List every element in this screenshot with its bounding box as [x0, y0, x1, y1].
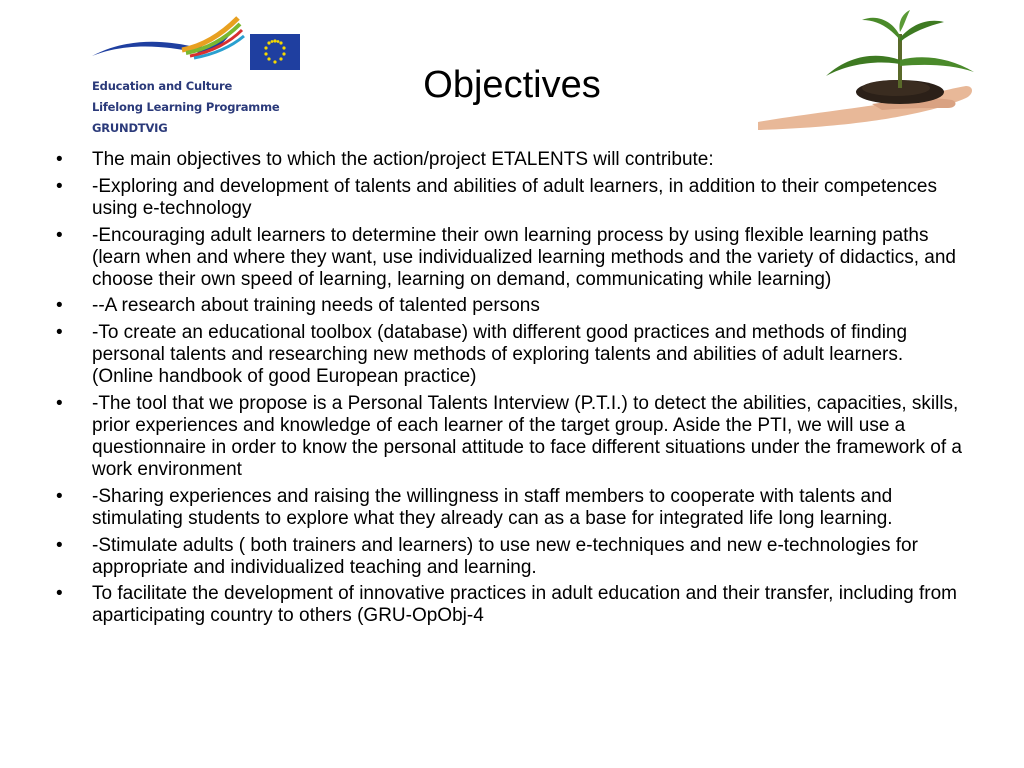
list-item: • -Exploring and development of talents and abilities of adult learners, in addition to their competences using e-technology	[56, 176, 966, 220]
logo-line-1: Education and Culture	[92, 79, 233, 93]
plant-in-hand-image	[752, 4, 980, 132]
slide-title: Objectives	[423, 64, 601, 106]
list-item: • -Sharing experiences and raising the willingness in staff members to cooperate with talents and stimulating students to explore what they already can as a base for integrated life long learning.	[56, 486, 966, 530]
list-item: • To facilitate the development of innovative practices in adult education and their transfer, including from aparticipating country to others (GRU-OpObj-4	[56, 583, 966, 627]
list-item: • --A research about training needs of talented persons	[56, 295, 966, 317]
list-item: • The main objectives to which the action/project ETALENTS will contribute:	[56, 149, 966, 171]
list-item: • -The tool that we propose is a Personal Talents Interview (P.T.I.) to detect the abilities, capacities, skills, prior experiences and knowledge of each learner of the target group. Aside the PTI, we will use a questionnaire in order to know the personal attitude to face different situations under the framework of a work environment	[56, 393, 966, 481]
objectives-list	[56, 149, 966, 632]
list-item: • -To create an educational toolbox (database) with different good practices and methods of finding personal talents and researching new methods of exploring talents and abilities of adult learners. (Online handbook of good European practice)	[56, 322, 966, 388]
logo-line-2: Lifelong Learning Programme	[92, 100, 280, 114]
list-item: • -Encouraging adult learners to determine their own learning process by using flexible learning paths (learn when and where they want, use individualized learning methods and the variety of didactics, and choose their own speed of learning, learning on demand, communicating while learning)	[56, 225, 966, 291]
logo-line-3: GRUNDTVIG	[92, 121, 168, 135]
list-item: • -Stimulate adults ( both trainers and learners) to use new e-techniques and new e-technologies for appropriate and individualized teaching and learning.	[56, 535, 966, 579]
